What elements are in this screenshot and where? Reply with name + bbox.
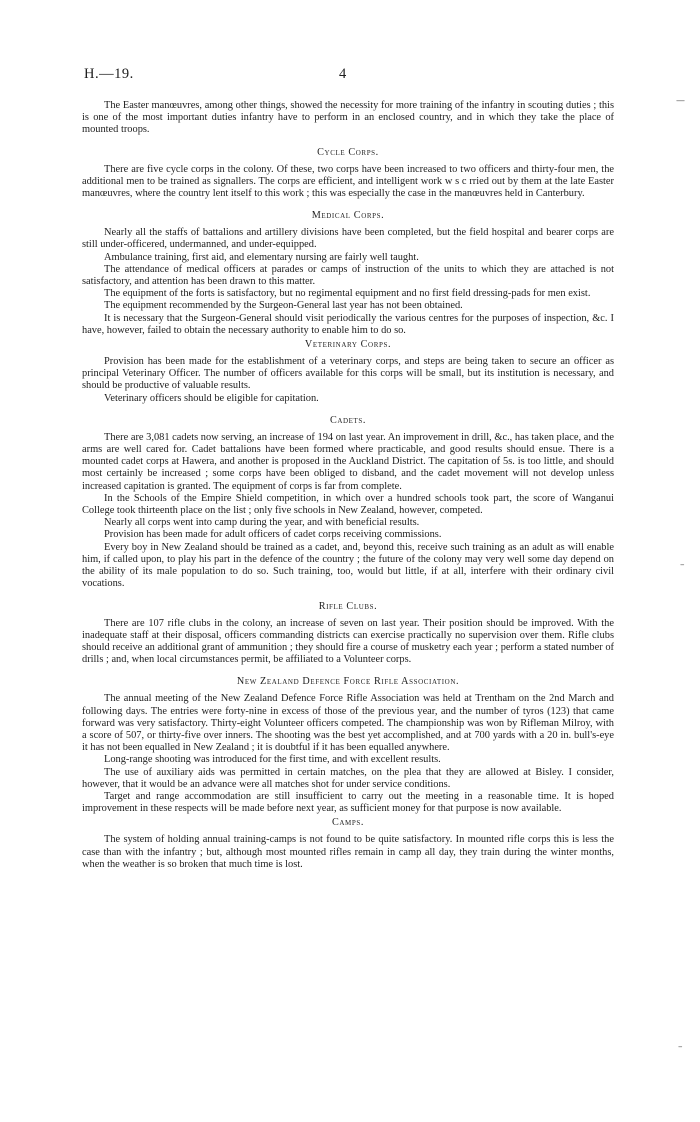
paragraph: The equipment recommended by the Surgeon-General last year has not been obtained.: [104, 300, 463, 312]
paragraph: There are 3,081 cadets now serving, an increase of 194 on last year. An improvement in drill, &c., has taken place, and the arms are well cared for. Cadet battalions have been formed where practicable, and good results should ensue. There is a mounted cadet corps at Hawera, and another is proposed in the Auckland District. The capitation of 5s. is too little, and should most certainly be increased ; some corps have been obliged to disband, and the cadet movement will not develop unless increased capitation is granted. The equipment of corps is far from complete.: [82, 431, 614, 492]
paragraph: Veterinary officers should be eligible for capitation.: [104, 392, 319, 404]
section-cycle-corps: [82, 147, 614, 201]
paragraph: The system of holding annual training-camps is not found to be quite satisfactory. In mounted rifle corps this is less the case than with the infantry ; but, although most mounted rifles remain in camp all day, they train during the winter months, when the weather is so broken that much time is lost.: [82, 834, 614, 870]
paragraph: There are 107 rifle clubs in the colony, an increase of seven on last year. Their position should be improved. With the inadequate staff at their disposal, officers commanding districts can exercise practically no supervision over them. Rifle clubs should receive an additional grant of ammunition ; they should fire a course of musketry each year ; perform a stated number of drills ; and, when local circumstances permit, be affiliated to a Volunteer corps.: [82, 617, 614, 666]
section-rifle-association: [82, 676, 614, 815]
section-cadets: [82, 415, 614, 591]
section-heading: Camps.: [331, 817, 364, 829]
paragraph: Long-range shooting was introduced for the first time, and with excellent results.: [104, 754, 441, 766]
section-rifle-clubs: [82, 601, 614, 667]
paragraph: Provision has been made for the establishment of a veterinary corps, and steps are being taken to secure an officer as principal Veterinary Officer. The number of officers available for this corps will be small, but its institution is necessary, and should be productive of valuable results.: [82, 356, 614, 392]
paragraph: In the Schools of the Empire Shield competition, in which over a hundred schools took part, the score of Wanganui College took thirteenth place on the list ; only five schools in New Zealand, however, competed.: [82, 492, 614, 517]
section-heading: Cycle Corps.: [317, 146, 379, 158]
paragraph: There are five cycle corps in the colony. Of these, two corps have been increased to two officers and thirty-four men, the additional men to be trained as signallers. The corps are efficient, and intelligent work w s c rried out by them at the late Easter manœuvres, where the country lent itself to this work ; this was especially the case in the manœuvres held in Canterbury.: [82, 163, 614, 200]
page-number: 4: [339, 66, 347, 82]
paragraph: Nearly all the staffs of battalions and artillery divisions have been completed, but the field hospital and bearer corps are still under-officered, undermanned, and under-equipped.: [82, 227, 614, 251]
paragraph: The equipment of the forts is satisfactory, but no regimental equipment and no first field dressing-pads for men exist.: [104, 288, 591, 300]
paragraph: Target and range accommodation are still insufficient to carry out the meeting in a reasonable time. It is hoped improvement in these respects will be made before next year, as sufficient money for that purpose is now available.: [82, 790, 614, 815]
section-veterinary-corps: [82, 339, 614, 405]
document-reference: H.—19.: [84, 66, 134, 82]
section-intro: [82, 100, 614, 137]
paragraph: The use of auxiliary aids was permitted in certain matches, on the plea that they are allowed at Bisley. I consider, however, that it would be an advance were all matches shot for under service conditions.: [82, 766, 614, 790]
section-camps: [82, 817, 614, 871]
section-heading: Cadets.: [329, 414, 367, 426]
section-heading: Veterinary Corps.: [304, 339, 392, 351]
paragraph: Nearly all corps went into camp during the year, and with beneficial results.: [104, 517, 420, 529]
section-heading: New Zealand Defence Force Rifle Association.: [236, 676, 460, 688]
section-heading: Rifle Clubs.: [318, 600, 378, 612]
paragraph: The attendance of medical officers at parades or camps of instruction of the units to which they are attached is not satisfactory, and attention has been drawn to this matter.: [82, 263, 614, 288]
section-heading: Medical Corps.: [311, 210, 385, 222]
paragraph: The Easter manœuvres, among other things, showed the necessity for more training of the infantry in scouting duties ; this is one of the most important duties infantry have to perform in an enclosed country, and in which they take the place of mounted troops.: [82, 100, 614, 136]
paragraph: The annual meeting of the New Zealand Defence Force Rifle Association was held at Trentham on the 2nd March and following days. The entries were forty-nine in excess of those of the previous year, and the number of tyros (123) that came forward was very satisfactory. Thirty-eight Volunteer officers competed. The championship was won by Rifleman Milroy, with a score of 507, or thirty-five over inners. The shooting was the best yet accomplished, and at 700 yards with a 20 in. bull's-eye it has not been equalled in New Zealand ; it is doubtful if it has been equalled anywhere.: [82, 693, 614, 754]
paragraph: Provision has been made for adult officers of cadet corps receiving commissions.: [104, 529, 442, 541]
document-body: [82, 100, 614, 871]
section-medical-corps: [82, 210, 614, 337]
paragraph: It is necessary that the Surgeon-General should visit periodically the various centres for the purposes of inspection, &c. I have, however, failed to obtain the necessary authority to enable him to do so.: [82, 312, 614, 336]
paragraph: Ambulance training, first aid, and elementary nursing are fairly well taught.: [104, 251, 419, 263]
scan-mark-icon: —: [676, 96, 685, 106]
scan-mark-icon: –: [680, 560, 685, 570]
scan-mark-icon: –: [678, 1042, 683, 1052]
paragraph: Every boy in New Zealand should be trained as a cadet, and, beyond this, receive such training as an adult as will enable him, if called upon, to play his part in the defence of the country ; the future of the colony may very well some day depend on the ability of its male population to do so. Such training, too, would but little, if at all, interfere with their ordinary civil vocations.: [82, 541, 614, 590]
